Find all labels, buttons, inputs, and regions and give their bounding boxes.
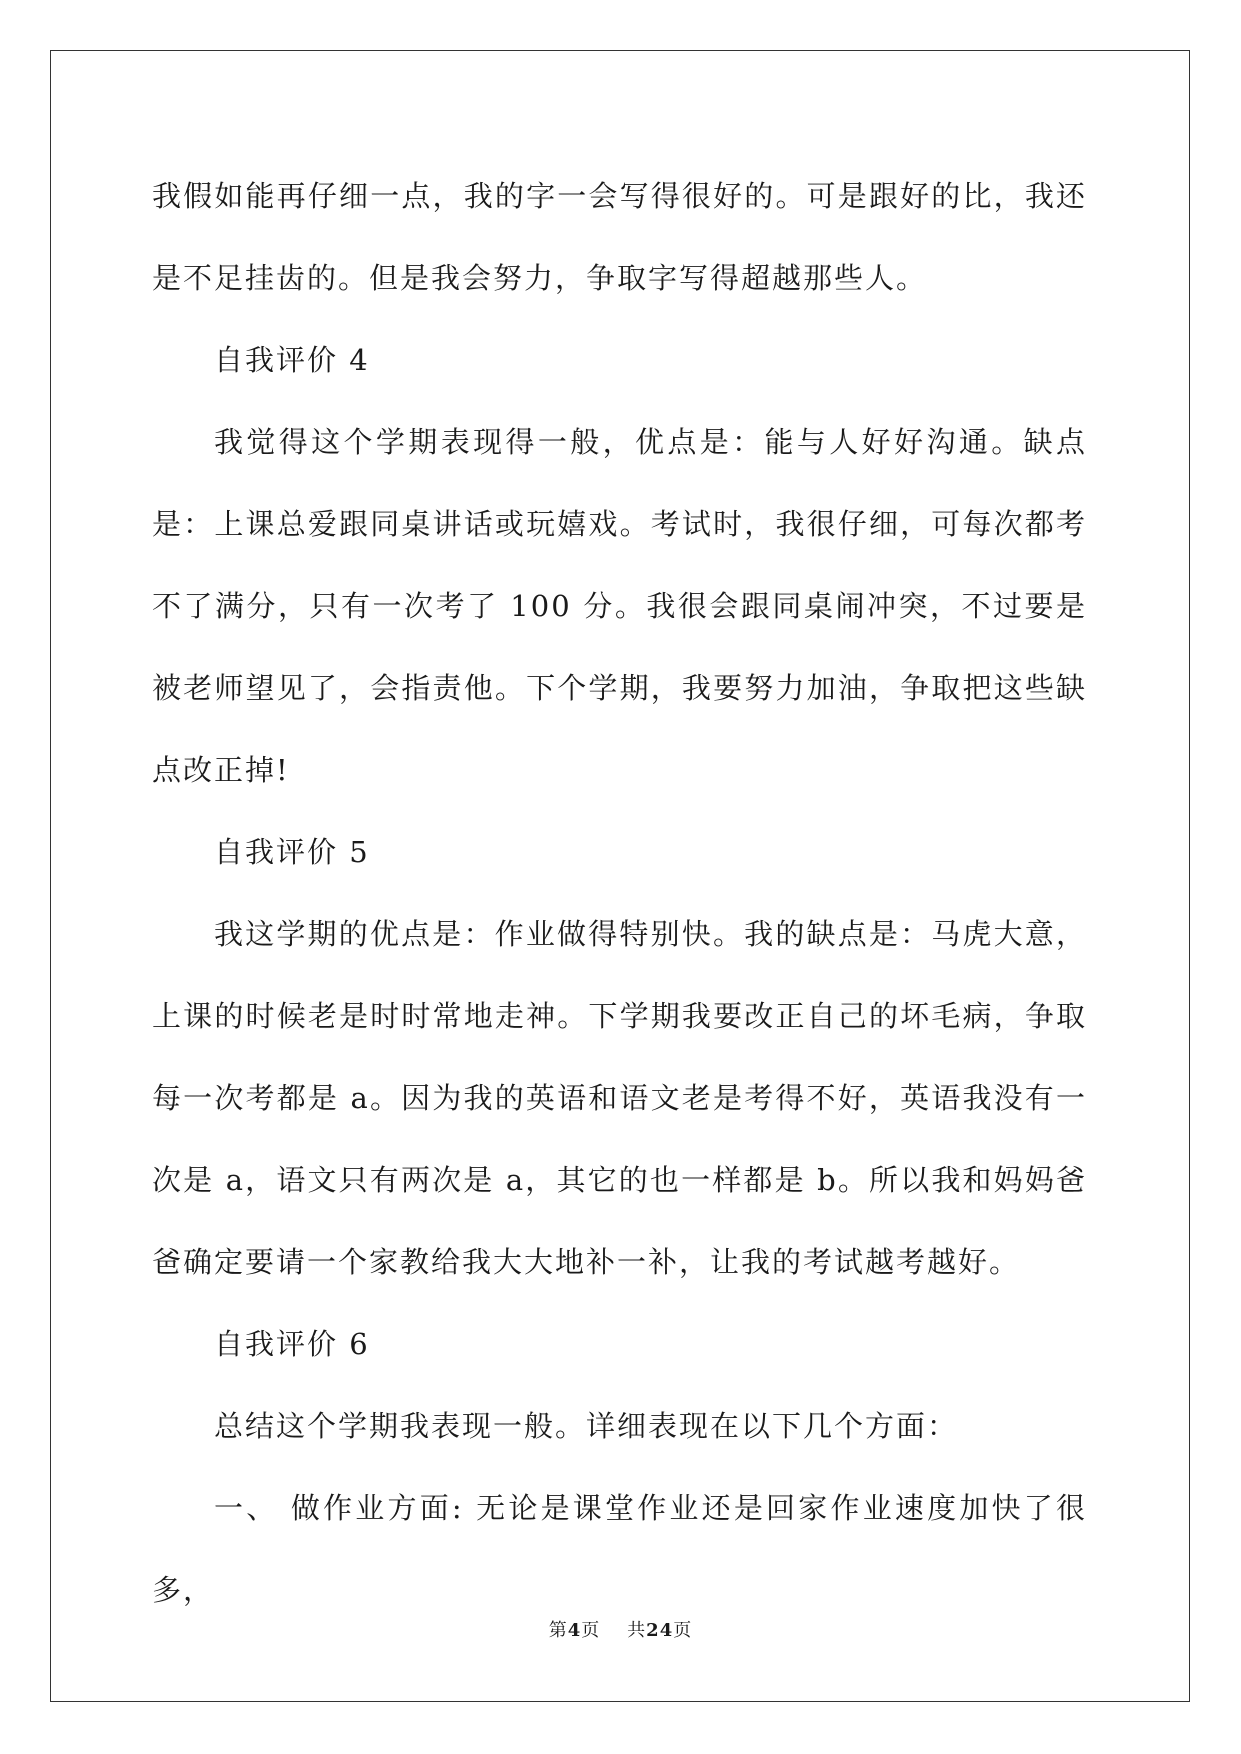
section-heading-5: 自我评价 5	[214, 835, 370, 869]
total-label-suffix: 页	[673, 1620, 693, 1641]
page-label-prefix: 第	[548, 1620, 568, 1641]
paragraph-continuation: 我假如能再仔细一点，我的字一会写得很好的。可是跟好的比，我还是不足挂齿的。但是我会努力，争取字写得超越那些人。	[152, 179, 1087, 295]
paragraph-self-eval-4: 我觉得这个学期表现得一般，优点是：能与人好好沟通。缺点是：上课总爱跟同桌讲话或玩嬉戏。考试时，我很仔细，可每次都考不了满分，只有一次考了 100 分。我很会跟同桌闹冲突，不过要是被老师望见了，会指责他。下个学期，我要努力加油，争取把这些缺点改正掉!	[152, 425, 1087, 787]
page-total: 24	[646, 1620, 674, 1641]
page-footer	[0, 1616, 1241, 1642]
section-heading-6: 自我评价 6	[214, 1327, 370, 1361]
paragraph-self-eval-5: 我这学期的优点是：作业做得特别快。我的缺点是：马虎大意，上课的时候老是时时常地走神。下学期我要改正自己的坏毛病，争取每一次考都是 a。因为我的英语和语文老是考得不好，英语我没有一次是 a，语文只有两次是 a，其它的也一样都是 b。所以我和妈妈爸爸确定要请一个家教给我大大地补一补，让我的考试越考越好。	[152, 917, 1087, 1279]
page-current: 4	[567, 1620, 582, 1641]
section-heading-4: 自我评价 4	[214, 343, 370, 377]
document-body	[152, 155, 1087, 1631]
total-label-prefix: 共	[627, 1620, 647, 1641]
page-label-suffix: 页	[581, 1620, 601, 1641]
paragraph-self-eval-6-intro: 总结这个学期我表现一般。详细表现在以下几个方面：	[214, 1409, 959, 1443]
paragraph-homework-aspect: 一、 做作业方面: 无论是课堂作业还是回家作业速度加快了很多，	[152, 1491, 1087, 1607]
